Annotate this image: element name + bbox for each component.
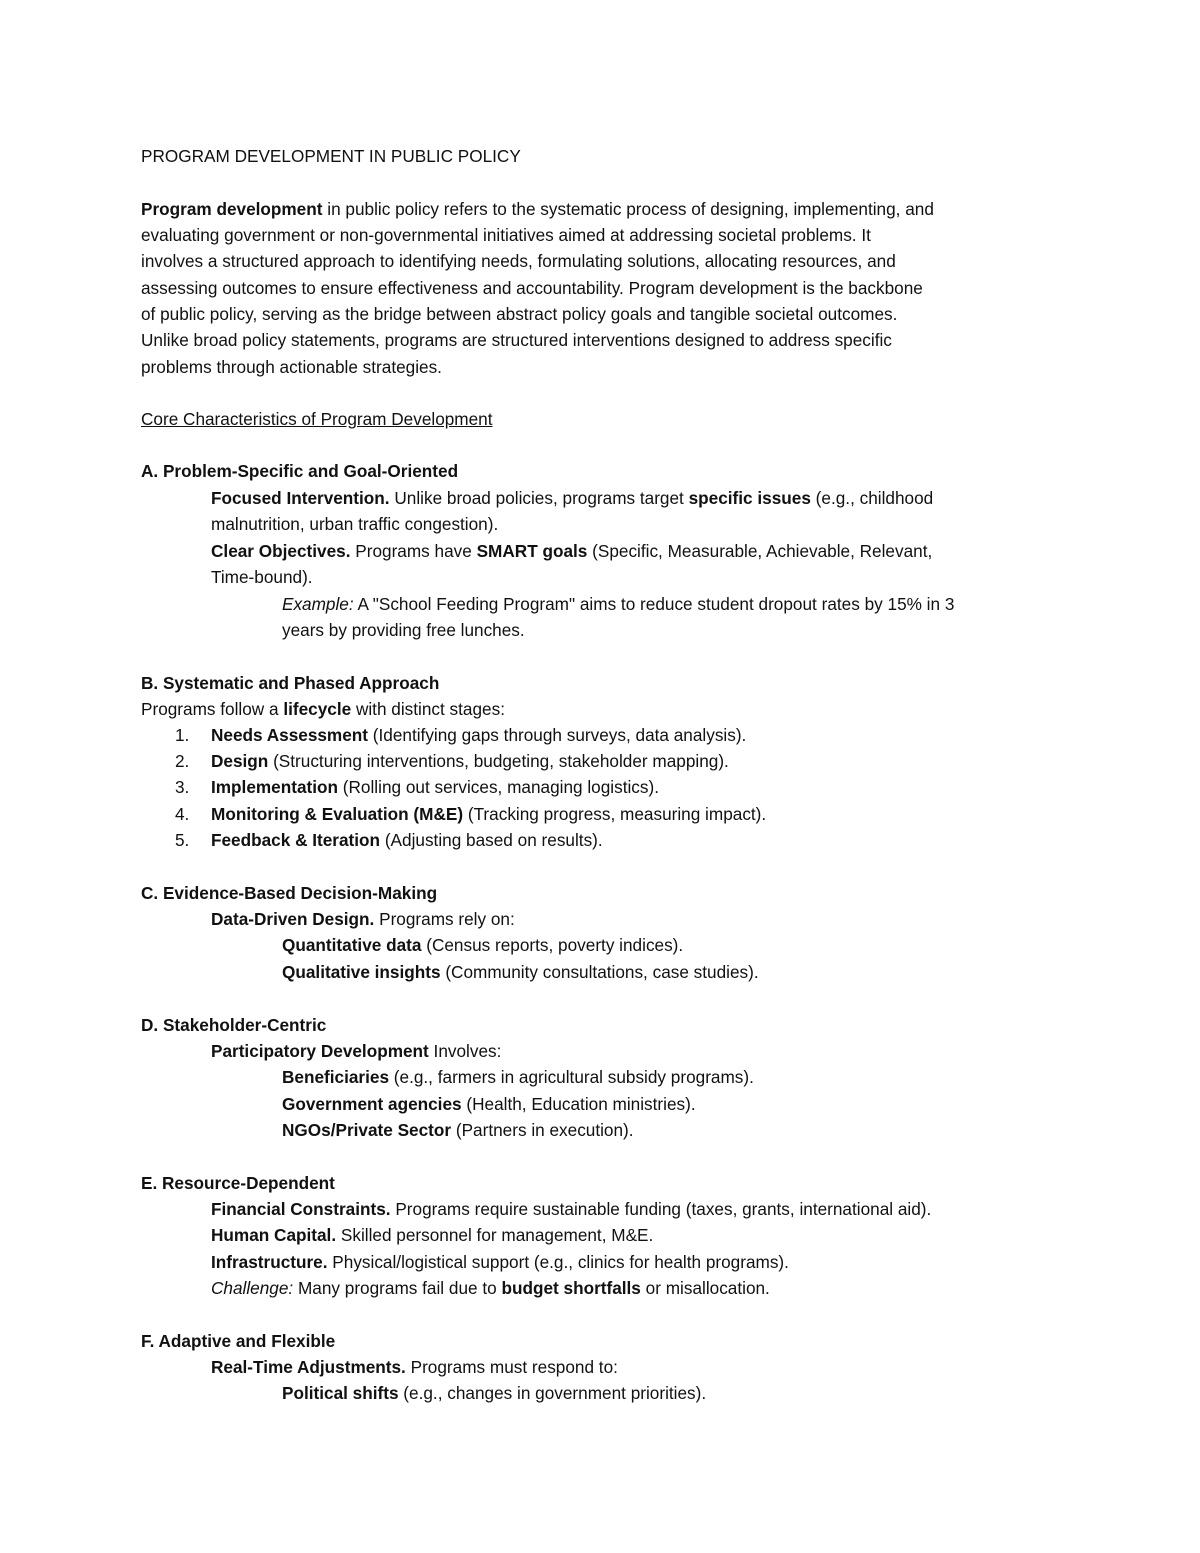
intro-line: Unlike broad policy statements, programs are structured interventions designed to address specific [141, 330, 892, 350]
list-number: 2. [175, 751, 190, 771]
list-item: Design (Structuring interventions, budgeting, stakeholder mapping). [211, 751, 729, 771]
challenge-line: Challenge: Many programs fail due to budget shortfalls or misallocation. [211, 1278, 770, 1298]
section-heading-e: E. Resource-Dependent [141, 1173, 335, 1193]
section-heading-d: D. Stakeholder-Centric [141, 1015, 327, 1035]
list-item: Infrastructure. Physical/logistical support (e.g., clinics for health programs). [211, 1252, 789, 1272]
list-item: Financial Constraints. Programs require sustainable funding (taxes, grants, international aid). [211, 1199, 932, 1219]
intro-line: of public policy, serving as the bridge between abstract policy goals and tangible societal outcomes. [141, 304, 898, 324]
list-item: Monitoring & Evaluation (M&E) (Tracking progress, measuring impact). [211, 804, 767, 824]
list-item: Quantitative data (Census reports, poverty indices). [282, 935, 684, 955]
page-title: PROGRAM DEVELOPMENT IN PUBLIC POLICY [141, 146, 521, 166]
list-item: Implementation (Rolling out services, managing logistics). [211, 777, 659, 797]
list-number: 5. [175, 830, 190, 850]
list-number: 4. [175, 804, 190, 824]
intro-line: evaluating government or non-governmental initiatives aimed at addressing societal problems. It [141, 225, 871, 245]
list-item: NGOs/Private Sector (Partners in execution). [282, 1120, 634, 1140]
list-item: Beneficiaries (e.g., farmers in agricultural subsidy programs). [282, 1067, 754, 1087]
example-line: Example: A "School Feeding Program" aims to reduce student dropout rates by 15% in 3 [282, 594, 955, 614]
participatory-line: Participatory Development Involves: [211, 1041, 502, 1061]
list-number: 3. [175, 777, 190, 797]
list-item: Needs Assessment (Identifying gaps through surveys, data analysis). [211, 725, 747, 745]
section-heading-b: B. Systematic and Phased Approach [141, 673, 440, 693]
clear-objectives-cont: Time-bound). [211, 567, 313, 587]
list-item: Qualitative insights (Community consultations, case studies). [282, 962, 759, 982]
list-item: Political shifts (e.g., changes in government priorities). [282, 1383, 707, 1403]
real-time-line: Real-Time Adjustments. Programs must respond to: [211, 1357, 618, 1377]
intro-line: involves a structured approach to identifying needs, formulating solutions, allocating resources, and [141, 251, 896, 271]
core-heading: Core Characteristics of Program Development [141, 409, 493, 429]
list-item: Government agencies (Health, Education ministries). [282, 1094, 696, 1114]
intro-line: problems through actionable strategies. [141, 357, 442, 377]
list-item: Human Capital. Skilled personnel for management, M&E. [211, 1225, 654, 1245]
section-heading-f: F. Adaptive and Flexible [141, 1331, 336, 1351]
list-item: Feedback & Iteration (Adjusting based on results). [211, 830, 603, 850]
intro-line: assessing outcomes to ensure effectiveness and accountability. Program development is the backbone [141, 278, 923, 298]
list-number: 1. [175, 725, 190, 745]
data-driven-line: Data-Driven Design. Programs rely on: [211, 909, 515, 929]
intro-line: Program development in public policy refers to the systematic process of designing, implementing, and [141, 199, 934, 219]
section-heading-a: A. Problem-Specific and Goal-Oriented [141, 461, 459, 481]
example-cont: years by providing free lunches. [282, 620, 525, 640]
focused-intervention-cont: malnutrition, urban traffic congestion). [211, 514, 499, 534]
clear-objectives-line: Clear Objectives. Programs have SMART goals (Specific, Measurable, Achievable, Relevant, [211, 541, 933, 561]
focused-intervention-line: Focused Intervention. Unlike broad policies, programs target specific issues (e.g., childhood [211, 488, 934, 508]
section-heading-c: C. Evidence-Based Decision-Making [141, 883, 438, 903]
lifecycle-line: Programs follow a lifecycle with distinct stages: [141, 699, 505, 719]
